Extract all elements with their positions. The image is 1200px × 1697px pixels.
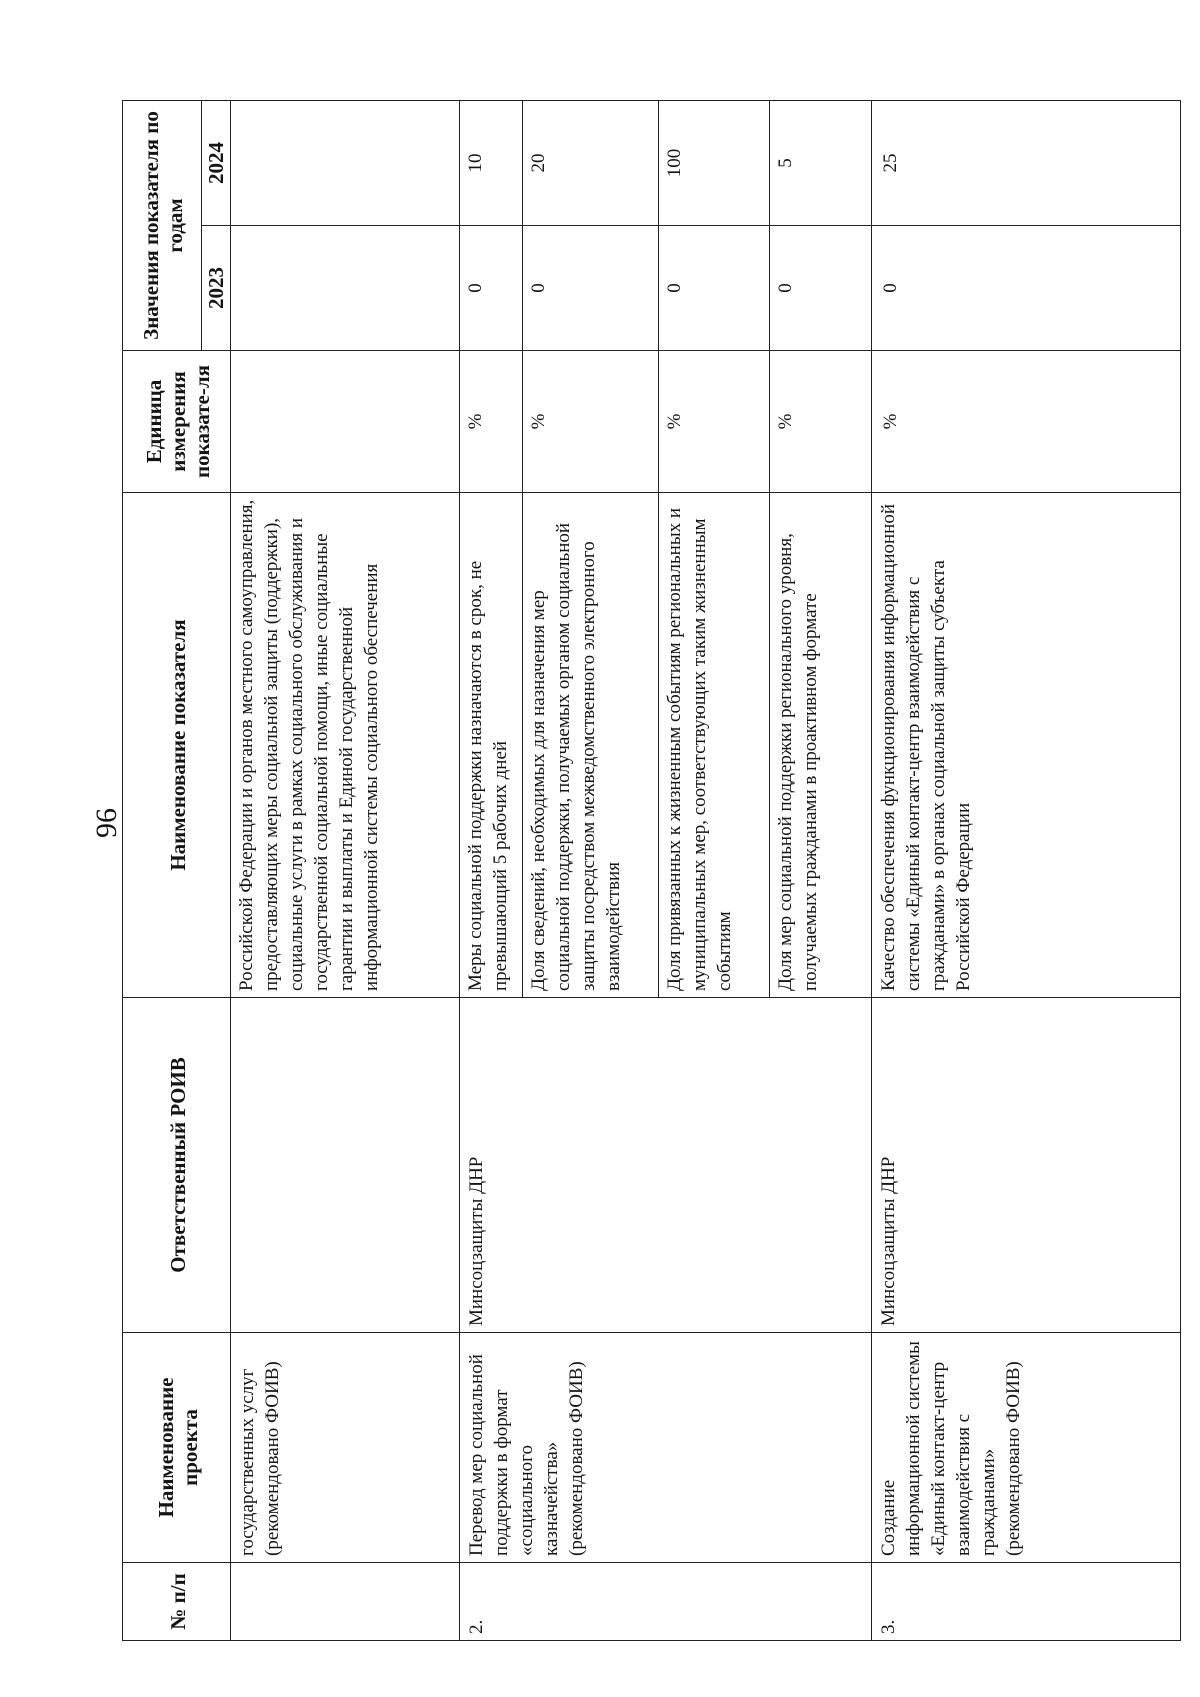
indicator-name: Меры социальной поддержки назначаются в срок, не превышающий 5 рабочих дней: [460, 493, 523, 997]
value-2024-cell: [460, 101, 872, 226]
header-unit: Единица измерения показате-ля: [123, 351, 231, 493]
value-2023-cell: [460, 226, 872, 351]
indicators-table: [122, 100, 1181, 1641]
indicator-name: Доля мер социальной поддержки регионального уровня, получаемых гражданами в проактивном формате: [775, 533, 821, 991]
unit-value: %: [775, 413, 796, 430]
rotated-page-content: [122, 101, 1070, 1641]
row-num: 3.: [872, 1563, 1181, 1641]
responsible-roiv: [231, 998, 460, 1333]
header-num: № п/п: [123, 1563, 231, 1641]
header-year-2023: 2023: [202, 226, 231, 351]
indicator-cell: [460, 493, 872, 998]
indicator-cell: [231, 493, 460, 998]
unit-cell: %: [872, 351, 1181, 493]
row-num: [231, 1563, 460, 1641]
row-num: 2.: [460, 1563, 872, 1641]
table-row: [460, 101, 872, 1641]
indicator-name: Доля сведений, необходимых для назначения мер социальной поддержки, получаемых органом социальной защиты посредством межведомственного электронного взаимодействия: [523, 493, 659, 997]
header-year-2024: 2024: [202, 101, 231, 226]
table-header-row: [123, 101, 202, 1641]
table-row: [872, 101, 1181, 1641]
header-indicator: Наименование показателя: [123, 493, 231, 998]
responsible-roiv: Минсоцзащиты ДНР: [872, 998, 1181, 1333]
project-name: Создание информационной системы «Единый контакт-центр взаимодействия с гражданами» (рекомендовано ФОИВ): [872, 1333, 1181, 1563]
value-2024-cell: 25: [872, 101, 1181, 226]
value-2024: 100: [659, 101, 770, 225]
value-2023: 0: [659, 226, 770, 350]
responsible-roiv: Минсоцзащиты ДНР: [460, 998, 872, 1333]
indicator-name: Качество обеспечения функционирования информационной системы «Единый контакт-центр взаимодействия с гражданами» в органах социальной защиты субъекта Российской Федерации: [872, 493, 1181, 998]
value-2024: 10: [460, 101, 523, 225]
value-2023-cell: [231, 226, 460, 351]
unit-value: %: [523, 351, 659, 492]
header-roiv: Ответственный РОИВ: [123, 998, 231, 1333]
value-2024: 20: [523, 101, 659, 225]
unit-value: %: [659, 351, 770, 492]
value-2024-cell: [231, 101, 460, 226]
table-row: [231, 101, 460, 1641]
project-name: Перевод мер социальной поддержки в формат «социального казначейства» (рекомендовано ФОИВ): [460, 1333, 872, 1563]
project-name: государственных услуг (рекомендовано ФОИВ): [231, 1333, 460, 1563]
value-2023-cell: 0: [872, 226, 1181, 351]
value-2024: 5: [775, 158, 796, 168]
unit-cell: [231, 351, 460, 493]
header-values: Значения показателя по годам: [123, 101, 202, 351]
unit-value: %: [460, 351, 523, 492]
value-2023: 0: [523, 226, 659, 350]
value-2023: 0: [775, 283, 796, 293]
indicator-name: Доля привязанных к жизненным событиям региональных и муниципальных мер, соответствующих таким жизненным событиям: [659, 493, 770, 997]
unit-cell: [460, 351, 872, 493]
header-project: Наименование проекта: [123, 1333, 231, 1563]
indicator-name: Российской Федерации и органов местного самоуправления, предоставляющих меры социальной защиты (поддержки), социальные услуги в рамках социального обслуживания и государственной социальной помощи, иные социальные гарантии и выплаты и Единой государственной информационной системы социального обеспечения: [236, 499, 382, 991]
value-2023: 0: [460, 226, 523, 350]
page-number: 96: [90, 808, 123, 838]
